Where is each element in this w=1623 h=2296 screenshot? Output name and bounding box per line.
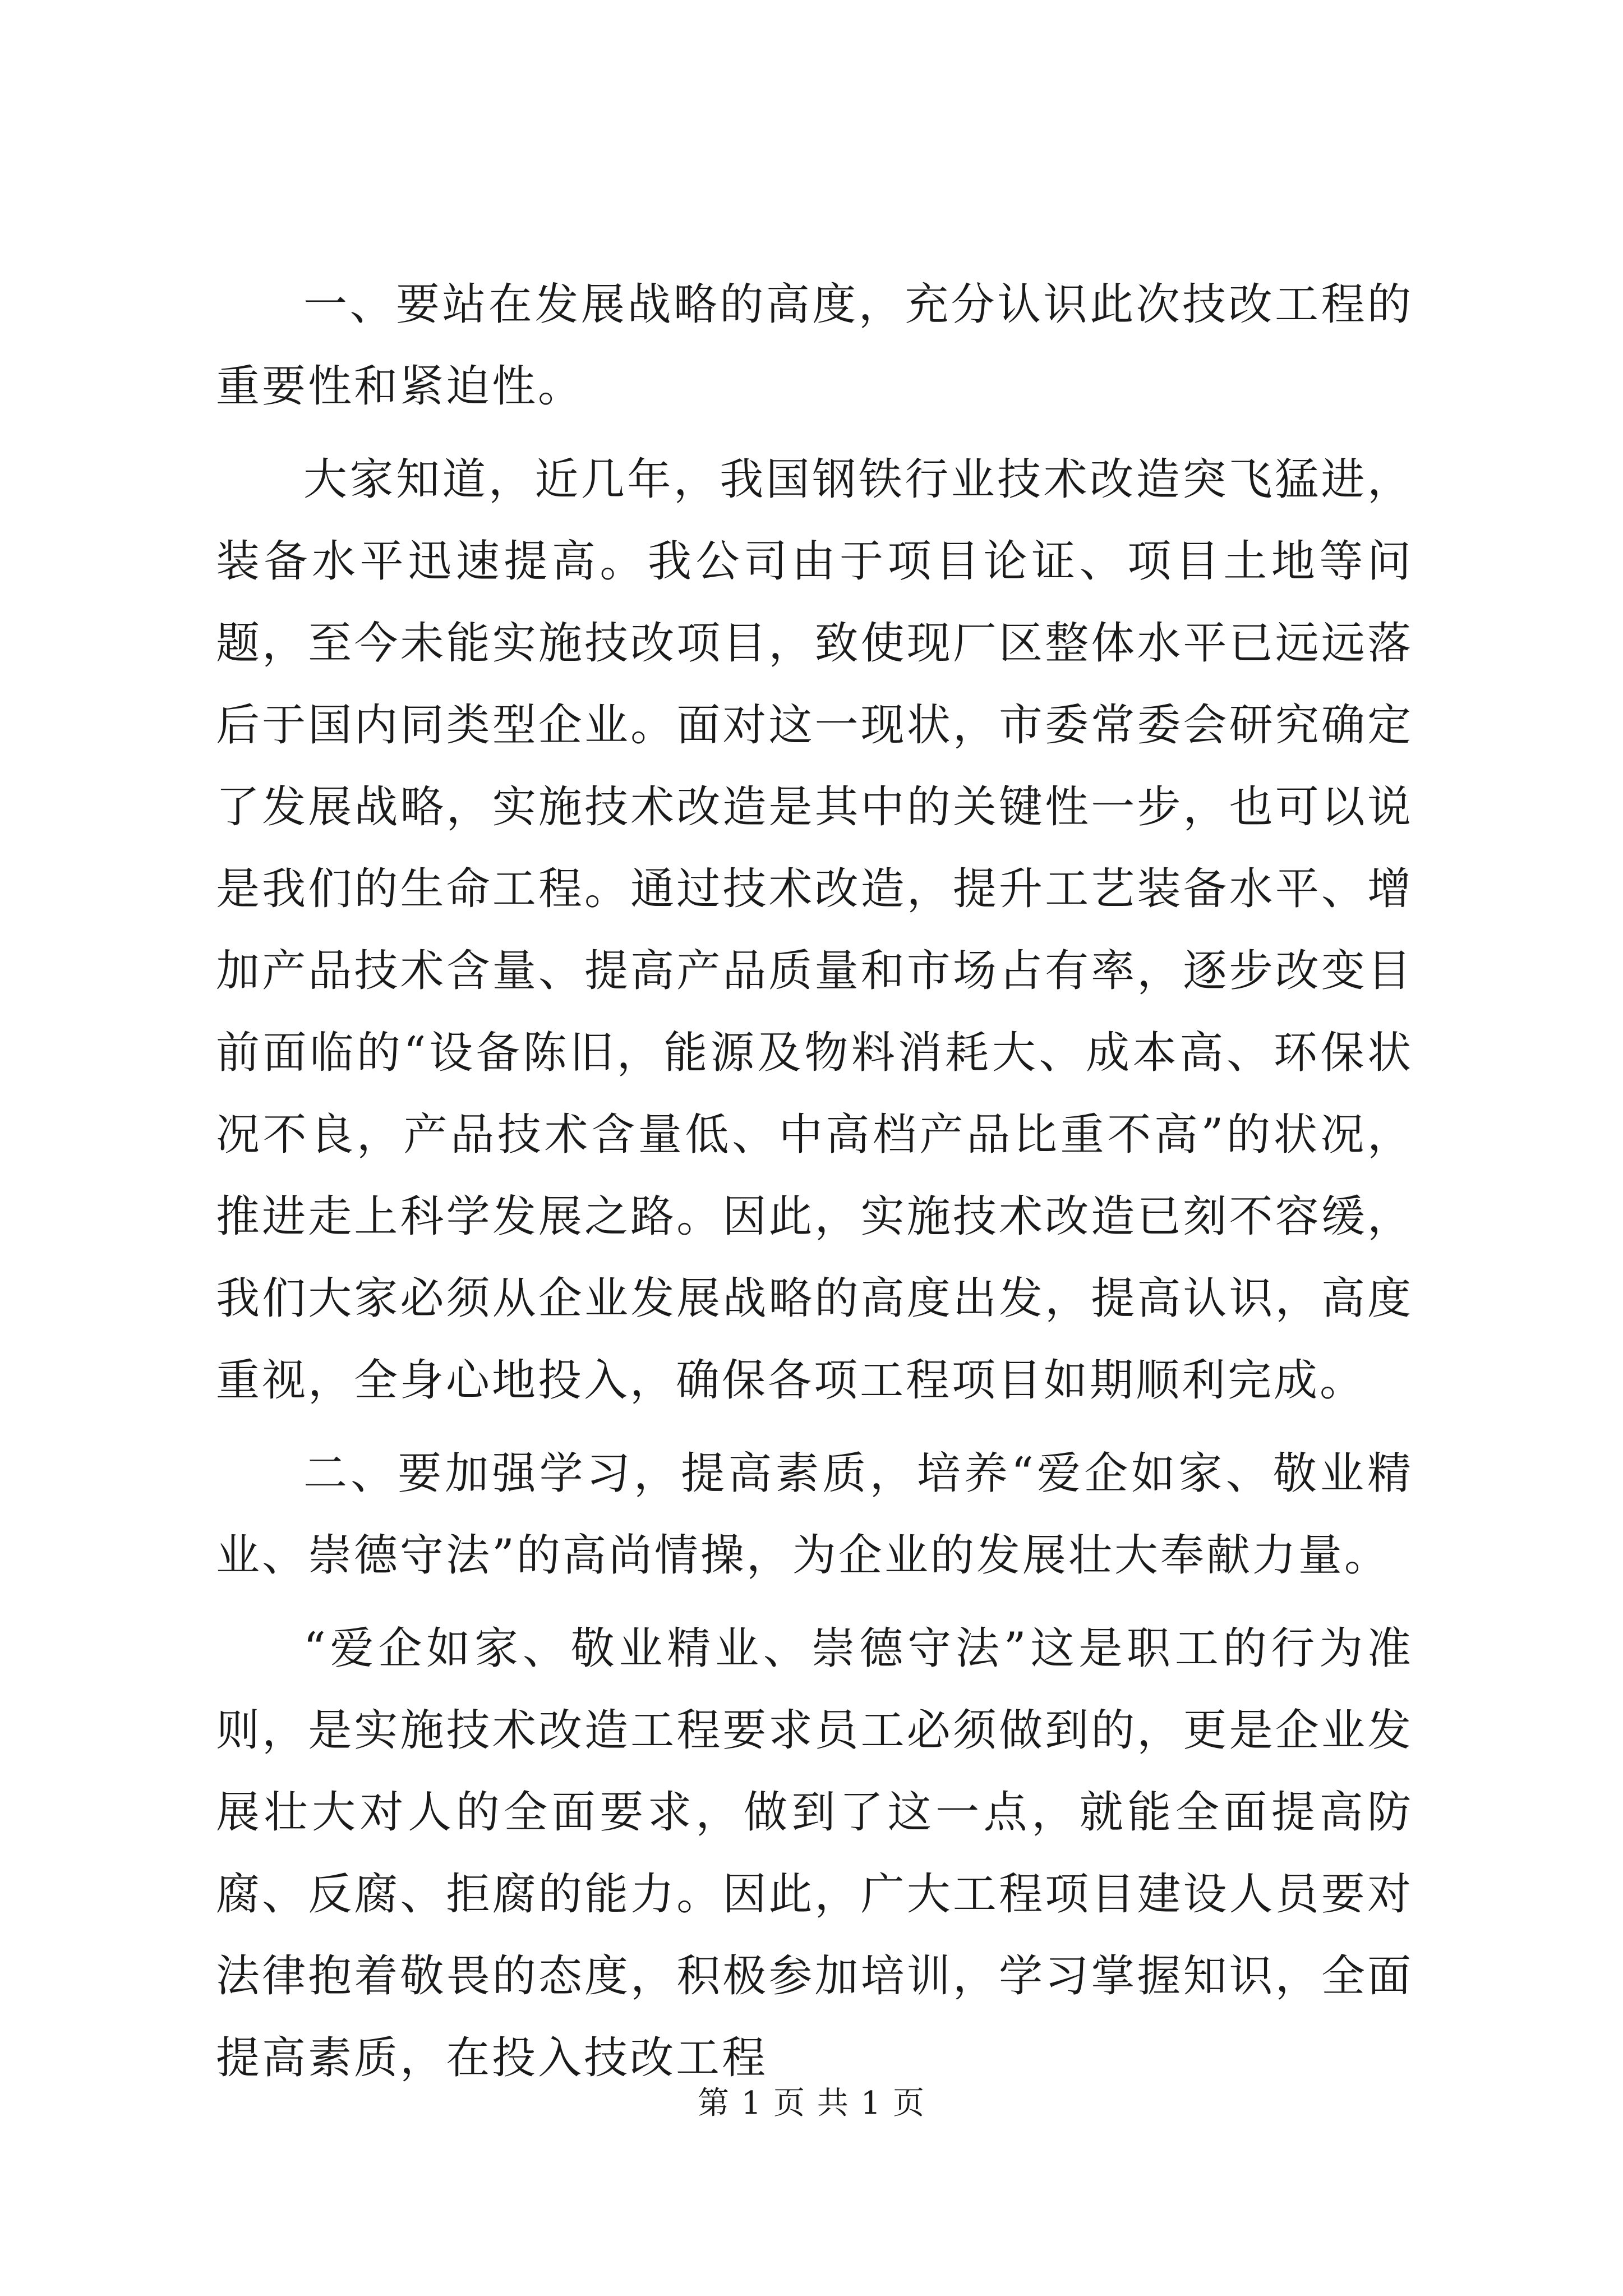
paragraph-2: 大家知道，近几年，我国钢铁行业技术改造突飞猛进，装备水平迅速提高。我公司由于项目论证、项目土地等问题，至今未能实施技改项目，致使现厂区整体水平已远远落后于国内同类型企业。面对这一现状，市委常委会研究确定了发展战略，实施技术改造是其中的关键性一步，也可以说是我们的生命工程。通过技术改造，提升工艺装备水平、增加产品技术含量、提高产品质量和市场占有率，逐步改变目前面临的“设备陈旧，能源及物料消耗大、成本高、环保状况不良，产品技术含量低、中高档产品比重不高”的状况，推进走上科学发展之路。因此，实施技术改造已刻不容缓，我们大家必须从企业发展战略的高度出发，提高认识，高度重视，全身心地投入，确保各项工程项目如期顺利完成。 bbox=[216, 454, 1413, 1406]
paragraph-1: 一、要站在发展战略的高度，充分认识此次技改工程的重要性和紧迫性。 bbox=[216, 279, 1413, 412]
page-footer: 第 1 页 共 1 页 bbox=[697, 2085, 926, 2122]
paragraph-3: 二、要加强学习，提高素质，培养“爱企如家、敬业精业、崇德守法”的高尚情操，为企业的发展壮大奉献力量。 bbox=[216, 1448, 1413, 1581]
paragraph-4: “爱企如家、敬业精业、崇德守法”这是职工的行为准则，是实施技术改造工程要求员工必须做到的，更是企业发展壮大对人的全面要求，做到了这一点，就能全面提高防腐、反腐、拒腐的能力。因此，广大工程项目建设人员要对法律抱着敬畏的态度，积极参加培训，学习掌握知识，全面提高素质，在投入技改工程 bbox=[216, 1623, 1413, 2083]
document-body bbox=[216, 264, 1413, 2110]
